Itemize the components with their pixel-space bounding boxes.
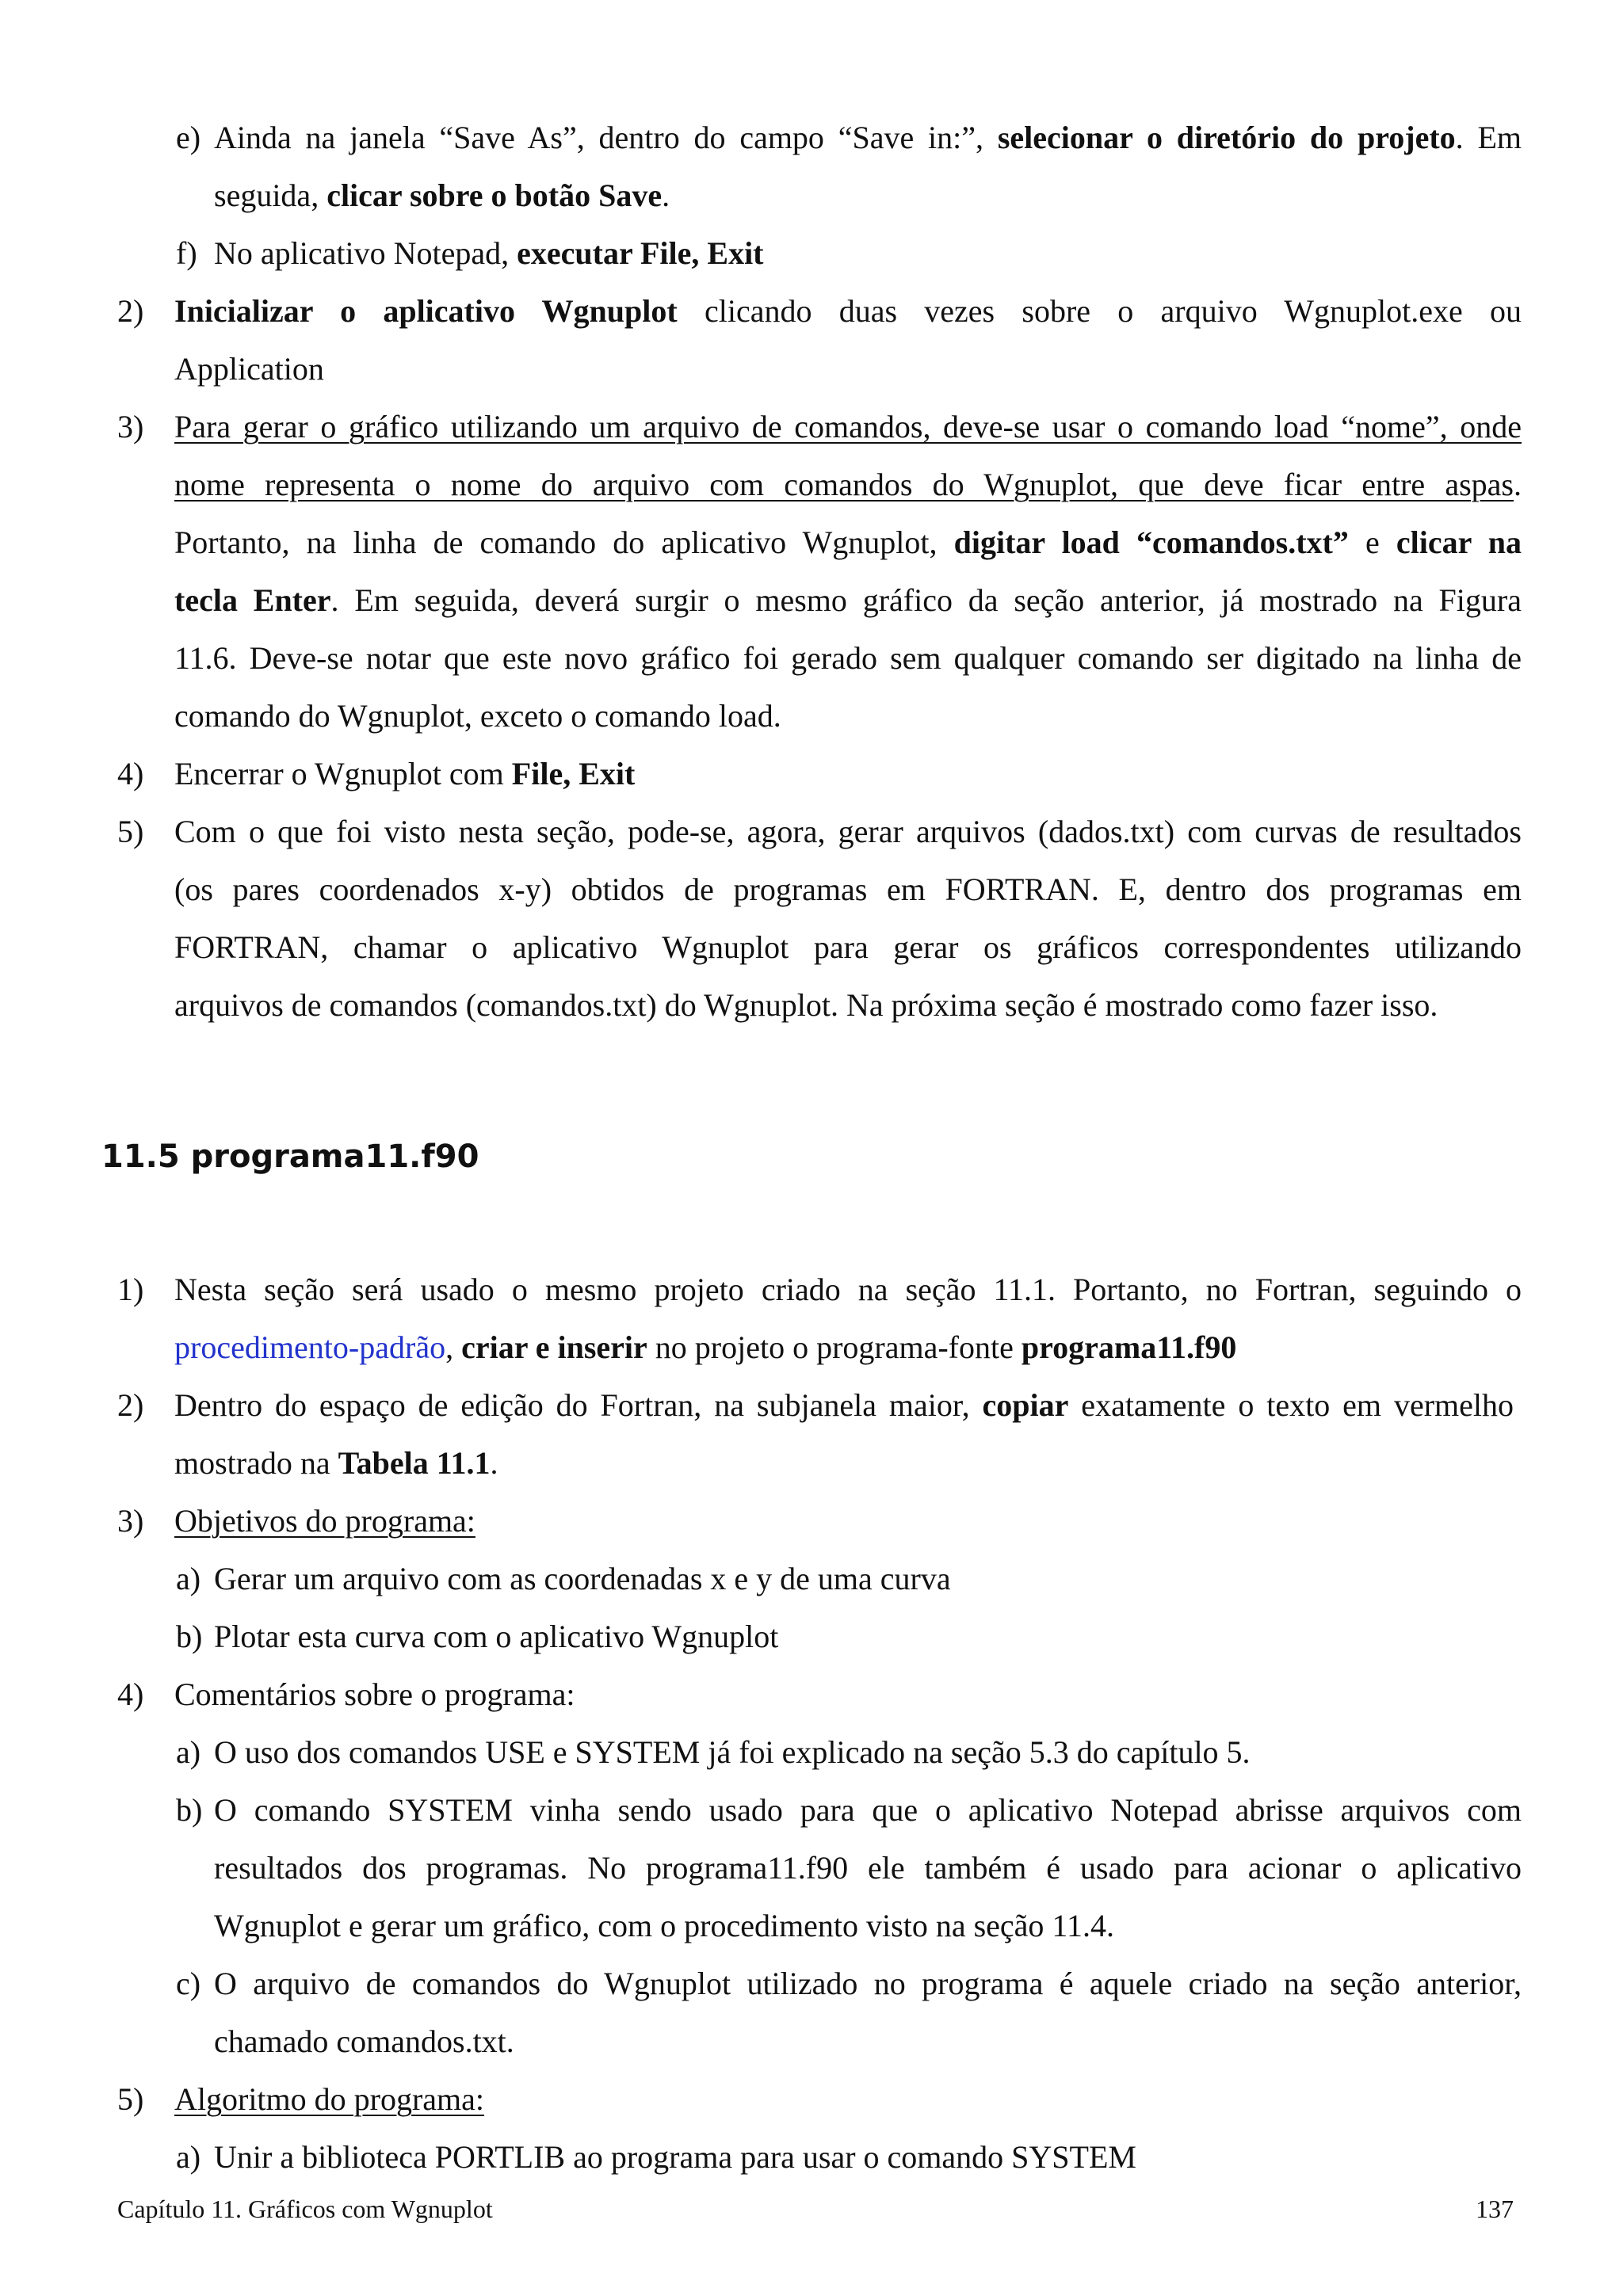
paragraph-line: mostrado na Tabela 11.1. [174,1445,498,1481]
paragraph-line: Gerar um arquivo com as coordenadas x e y de uma curva [214,1561,951,1596]
paragraph-line: Wgnuplot e gerar um gráfico, com o procedimento visto na seção 11.4. [214,1908,1114,1943]
paragraph-line: Ainda na janela “Save As”, dentro do campo “Save in:”, selecionar o diretório do projeto. Em [214,120,1522,155]
list-marker: 5) [117,2081,144,2117]
paragraph-line: nome representa o nome do arquivo com comandos do Wgnuplot, que deve ficar entre aspas. [174,467,1522,502]
subsection-title: Comentários sobre o programa: [174,1676,575,1712]
procedure-link[interactable]: procedimento-padrão [174,1329,446,1365]
paragraph-line: FORTRAN, chamar o aplicativo Wgnuplot para gerar os gráficos correspondentes utilizando [174,929,1522,965]
paragraph-line: chamado comandos.txt. [214,2023,514,2059]
list-marker: 2) [117,293,144,329]
paragraph-line: Application [174,351,324,387]
paragraph-line: Plotar esta curva com o aplicativo Wgnuplot [214,1619,779,1654]
paragraph-line: Para gerar o gráfico utilizando um arquivo de comandos, deve-se usar o comando load “nome”, onde [174,409,1522,444]
paragraph-line: Nesta seção será usado o mesmo projeto criado na seção 11.1. Portanto, no Fortran, seguindo o [174,1272,1522,1307]
paragraph-line: Encerrar o Wgnuplot com File, Exit [174,756,636,791]
paragraph-line: tecla Enter. Em seguida, deverá surgir o mesmo gráfico da seção anterior, já mostrado na Figura [174,582,1522,618]
list-marker: 2) [117,1387,144,1423]
paragraph-line: procedimento-padrão, criar e inserir no projeto o programa-fonte programa11.f90 [174,1329,1237,1365]
list-marker: 3) [117,409,144,444]
subsection-title: Algoritmo do programa: [174,2081,485,2117]
paragraph-line: arquivos de comandos (comandos.txt) do Wgnuplot. Na próxima seção é mostrado como fazer isso. [174,987,1438,1023]
paragraph-line: No aplicativo Notepad, executar File, Exit [214,235,764,271]
list-marker: e) [176,120,201,155]
list-marker: a) [176,2139,201,2175]
paragraph-line: O uso dos comandos USE e SYSTEM já foi explicado na seção 5.3 do capítulo 5. [214,1734,1251,1770]
paragraph-line: Dentro do espaço de edição do Fortran, na subjanela maior, copiar exatamente o texto em vermelho [174,1387,1514,1423]
section-heading: 11.5 programa11.f90 [101,1138,479,1175]
list-marker: f) [176,235,197,271]
footer-chapter: Capítulo 11. Gráficos com Wgnuplot [117,2195,493,2223]
list-marker: c) [176,1966,201,2001]
paragraph-line: resultados dos programas. No programa11.f90 ele também é usado para acionar o aplicativo [214,1850,1522,1886]
list-marker: 4) [117,1676,144,1712]
subsection-title: Objetivos do programa: [174,1503,475,1539]
list-marker: 4) [117,756,144,791]
paragraph-line: Unir a biblioteca PORTLIB ao programa para usar o comando SYSTEM [214,2139,1136,2175]
page-number: 137 [1476,2195,1514,2223]
paragraph-line: Portanto, na linha de comando do aplicativo Wgnuplot, digitar load “comandos.txt” e clicar na [174,524,1522,560]
list-marker: 1) [117,1272,144,1307]
list-marker: b) [176,1619,203,1654]
paragraph-line: comando do Wgnuplot, exceto o comando load. [174,698,781,734]
paragraph-line: Inicializar o aplicativo Wgnuplot clicando duas vezes sobre o arquivo Wgnuplot.exe ou [174,293,1522,329]
paragraph-line: seguida, clicar sobre o botão Save. [214,177,670,213]
paragraph-line: Com o que foi visto nesta seção, pode-se, agora, gerar arquivos (dados.txt) com curvas de resultados [174,814,1522,849]
list-marker: b) [176,1792,203,1828]
list-marker: 5) [117,814,144,849]
paragraph-line: O comando SYSTEM vinha sendo usado para que o aplicativo Notepad abrisse arquivos com [214,1792,1522,1828]
list-marker: a) [176,1561,201,1596]
paragraph-line: O arquivo de comandos do Wgnuplot utilizado no programa é aquele criado na seção anterior, [214,1966,1522,2001]
paragraph-line: 11.6. Deve-se notar que este novo gráfico foi gerado sem qualquer comando ser digitado na linha de [174,640,1522,676]
list-marker: a) [176,1734,201,1770]
list-marker: 3) [117,1503,144,1539]
paragraph-line: (os pares coordenados x-y) obtidos de programas em FORTRAN. E, dentro dos programas em [174,871,1522,907]
